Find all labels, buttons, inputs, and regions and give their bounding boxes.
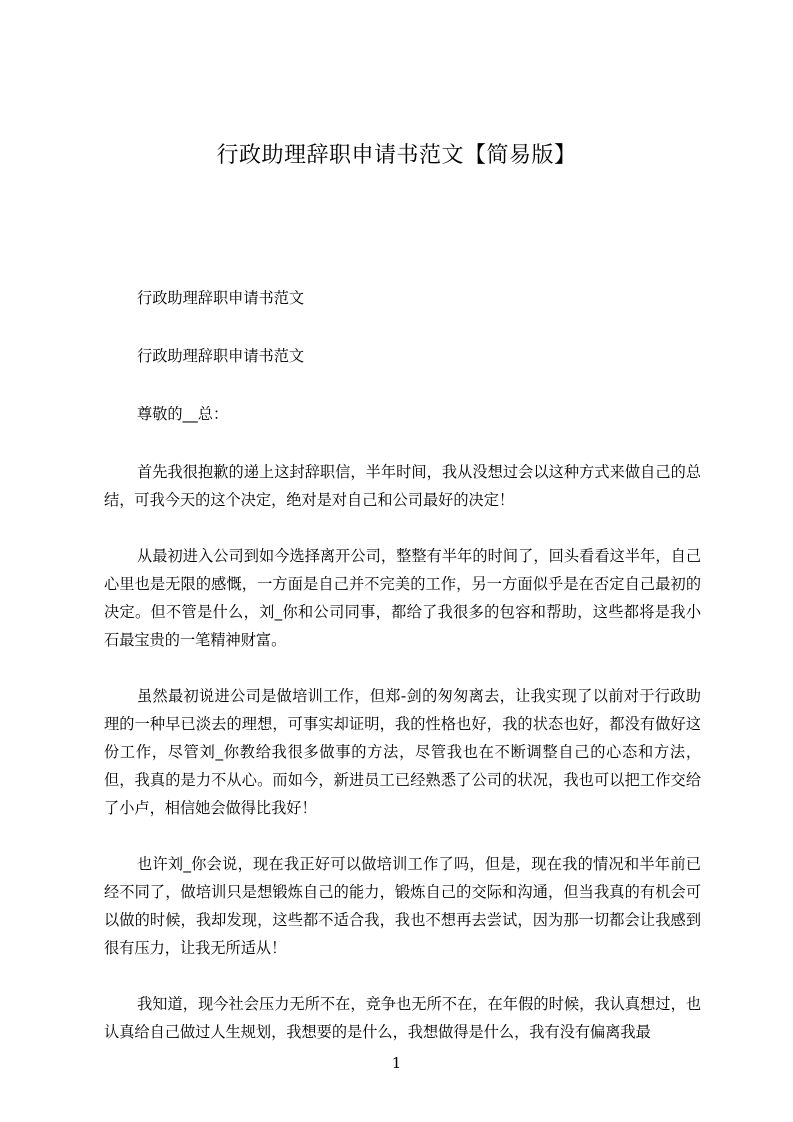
paragraph-training: 虽然最初说进公司是做培训工作，但郑-剑的匆匆离去，让我实现了以前对于行政助理的一种早已淡去的理想，可事实却证明，我的性格也好，我的状态也好，都没有做好这份工作，尽管刘_你教给我很多做事的方法，尽管我也在不断调整自己的心态和方法，但，我真的是力不从心。而如今，新进员工已经熟悉了公司的状况，我也可以把工作交给了小卢，相信她会做得比我好！ xyxy=(104,687,701,817)
paragraph-heading-2: 行政助理辞职申请书范文 xyxy=(137,347,305,365)
paragraph-heading-1: 行政助理辞职申请书范文 xyxy=(137,289,305,307)
paragraph-change: 也许刘_你会说，现在我正好可以做培训工作了吗，但是，现在我的情况和半年前已经不同了，做培训只是想锻炼自己的能力，锻炼自己的交际和沟通，但当我真的有机会可以做的时候，我却发现，这些都不适合我，我也不想再去尝试，因为那一切都会让我感到很有压力，让我无所适从！ xyxy=(104,855,701,957)
document-title: 行政助理辞职申请书范文【简易版】 xyxy=(216,143,577,168)
document-body xyxy=(104,284,701,1074)
paragraph-pressure: 我知道，现今社会压力无所不在，竞争也无所不在，在年假的时候，我认真想过，也认真给自己做过人生规划，我想要的是什么，我想做得是什么，我有没有偏离我最 xyxy=(104,995,701,1041)
salutation: 尊敬的__总： xyxy=(137,405,229,423)
page-number: 1 xyxy=(391,1054,402,1072)
paragraph-apology: 首先我很抱歉的递上这封辞职信，半年时间，我从没想过会以这种方式来做自己的总结，可我今天的这个决定，绝对是对自己和公司最好的决定！ xyxy=(104,463,701,509)
paragraph-reflection: 从最初进入公司到如今选择离开公司，整整有半年的时间了，回头看看这半年，自己心里也是无限的感慨，一方面是自己并不完美的工作，另一方面似乎是在否定自己最初的决定。但不管是什么，刘_你和公司同事，都给了我很多的包容和帮助，这些都将是我小石最宝贵的一笔精神财富。 xyxy=(104,547,701,649)
